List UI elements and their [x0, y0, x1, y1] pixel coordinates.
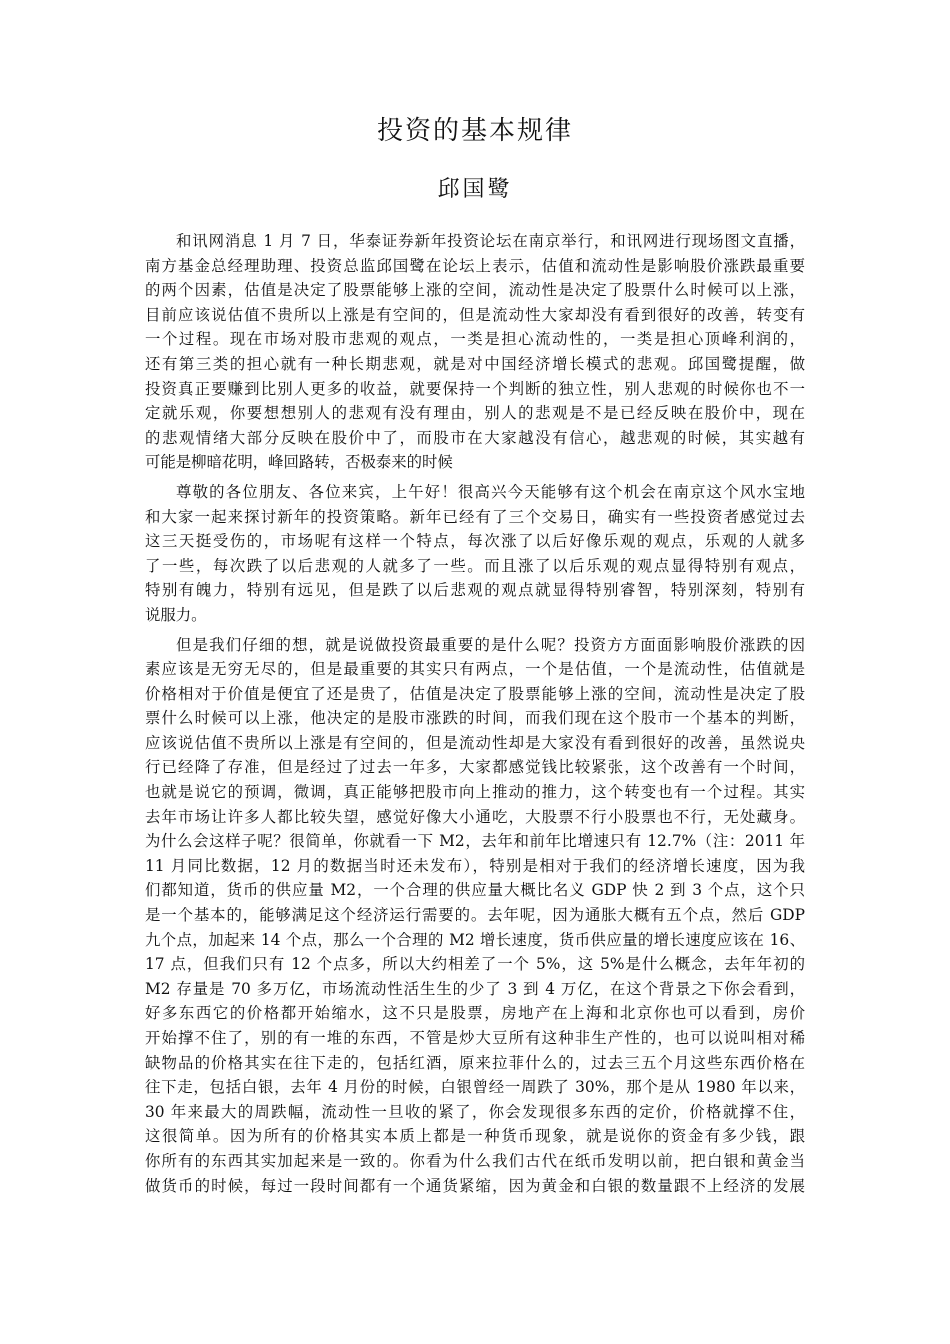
- paragraph-line: 尊敬的各位朋友、各位来宾，上午好！很高兴今天能够有这个机会在南京这个风水宝地: [176, 482, 805, 501]
- paragraph-line: 17 点，但我们只有 12 个点多，所以大约相差了一个 5%，这 5%是什么概念，去年年初的: [145, 955, 805, 974]
- paragraph-line: 好多东西它的价格都开始缩水，这不只是股票，房地产在上海和北京你也可以看到，房价: [145, 1004, 805, 1023]
- paragraph: [145, 229, 805, 475]
- paragraph-line: 可能是柳暗花明，峰回路转，否极泰来的时候: [145, 453, 453, 472]
- paragraph-line: 了一些，每次跌了以后悲观的人就多了一些。而且涨了以后乐观的观点显得特别有观点，: [145, 556, 805, 575]
- paragraph-line: 投资真正要赚到比别人更多的收益，就要保持一个判断的独立性，别人悲观的时候你也不一: [145, 379, 805, 398]
- paragraph-line: 说服力。: [145, 605, 207, 624]
- document-title: 投资的基本规律: [376, 116, 573, 146]
- paragraph-line: 缺物品的价格其实在往下走的，包括红酒，原来拉菲什么的，过去三五个月这些东西价格在: [145, 1053, 805, 1072]
- paragraph-line: 的悲观情绪大部分反映在股价中了，而股市在大家越没有信心，越悲观的时候，其实越有: [145, 428, 805, 447]
- paragraph-line: 开始撑不住了，别的有一堆的东西，不管是炒大豆所有这种非生产性的，也可以说叫相对稀: [145, 1029, 805, 1047]
- paragraph-line: 行已经降了存准，但是经过了过去一年多，大家都感觉钱比较紧张，这个改善有一个时间，: [145, 758, 805, 777]
- paragraph-line: 为什么会这样子呢？很简单，你就看一下 M2，去年和前年比增速只有 12.7%（注：2011 年: [145, 832, 805, 851]
- paragraph-line: 去年市场让许多人都比较失望，感觉好像大小通吃，大股票不行小股票也不行，无处藏身。: [145, 807, 805, 826]
- paragraph: [145, 633, 805, 1199]
- paragraph-line: 这很简单。因为所有的价格其实本质上都是一种货币现象，就是说你的资金有多少钱，跟: [145, 1127, 805, 1146]
- paragraph-line: 南方基金总经理助理、投资总监邱国鹭在论坛上表示，估值和流动性是影响股价涨跌最重要: [145, 256, 805, 275]
- paragraph-line: 30 年来最大的周跌幅，流动性一旦收的紧了，你会发现很多东西的定价，价格就撑不住，: [145, 1102, 805, 1121]
- paragraph-line: 是一个基本的，能够满足这个经济运行需要的。去年呢，因为通胀大概有五个点，然后 GDP: [145, 906, 805, 925]
- paragraph-line: 目前应该说估值不贵所以上涨是有空间的，但是流动性大家却没有看到很好的改善，转变有: [145, 305, 805, 324]
- document-author: 邱国鹭: [437, 177, 513, 202]
- paragraph-line: 但是我们仔细的想，就是说做投资最重要的是什么呢？投资方方面面影响股价涨跌的因: [176, 635, 805, 654]
- paragraph-line: 素应该是无穷无尽的，但是最重要的其实只有两点，一个是估值，一个是流动性，估值就是: [145, 660, 805, 679]
- paragraph-line: 也就是说它的预调，微调，真正能够把股市向上推动的推力，这个转变也有一个过程。其实: [145, 783, 805, 802]
- paragraph-line: M2 存量是 70 多万亿，市场流动性活生生的少了 3 到 4 万亿，在这个背景之下你会看到，: [145, 979, 805, 998]
- paragraph-line: 的两个因素，估值是决定了股票能够上涨的空间，流动性是决定了股票什么时候可以上涨，: [145, 281, 805, 300]
- paragraph: [145, 480, 805, 628]
- paragraph-line: 做货币的时候，每过一段时间都有一个通货紧缩，因为黄金和白银的数量跟不上经济的发展: [145, 1176, 805, 1195]
- paragraph-line: 和大家一起来探讨新年的投资策略。新年已经有了三个交易日，确实有一些投资者感觉过去: [145, 507, 805, 526]
- paragraph-line: 票什么时候可以上涨，他决定的是股市涨跌的时间，而我们现在这个股市一个基本的判断，: [145, 709, 805, 728]
- paragraph-line: 你所有的东西其实加起来是一致的。你看为什么我们古代在纸币发明以前，把白银和黄金当: [145, 1151, 805, 1170]
- paragraph-line: 和讯网消息 1 月 7 日，华泰证券新年投资论坛在南京举行，和讯网进行现场图文直播，: [176, 232, 805, 250]
- paragraph-line: 们都知道，货币的供应量 M2，一个合理的供应量大概比名义 GDP 快 2 到 3 个点，这个只: [145, 881, 805, 900]
- paragraph-line: 定就乐观，你要想想别人的悲观有没有理由，别人的悲观是不是已经反映在股价中，现在: [145, 404, 805, 423]
- paragraph-line: 还有第三类的担心就有一种长期悲观，就是对中国经济增长模式的悲观。邱国鹭提醒，做: [145, 354, 805, 373]
- paragraph-line: 11 月同比数据，12 月的数据当时还未发布），特别是相对于我们的经济增长速度，因为我: [145, 856, 805, 875]
- paragraph-line: 一个过程。现在市场对股市悲观的观点，一类是担心流动性的，一类是担心顶峰利润的，: [145, 330, 805, 349]
- paragraph-line: 应该说估值不贵所以上涨是有空间的，但是流动性却是大家没有看到很好的改善，虽然说央: [145, 733, 805, 752]
- paragraph-line: 往下走，包括白银，去年 4 月份的时候，白银曾经一周跌了 30%，那个是从 1980 年以来，: [145, 1078, 805, 1097]
- paragraph-line: 价格相对于价值是便宜了还是贵了，估值是决定了股票能够上涨的空间，流动性是决定了股: [145, 684, 805, 703]
- document-body: [145, 229, 805, 1203]
- paragraph-line: 九个点，加起来 14 个点，那么一个合理的 M2 增长速度，货币供应量的增长速度应该在 16、: [145, 930, 805, 949]
- paragraph-line: 这三天挺受伤的，市场呢有这样一个特点，每次涨了以后好像乐观的观点，乐观的人就多: [145, 532, 805, 551]
- paragraph-line: 特别有魄力，特别有远见，但是跌了以后悲观的观点就显得特别睿智，特别深刻，特别有: [145, 581, 805, 600]
